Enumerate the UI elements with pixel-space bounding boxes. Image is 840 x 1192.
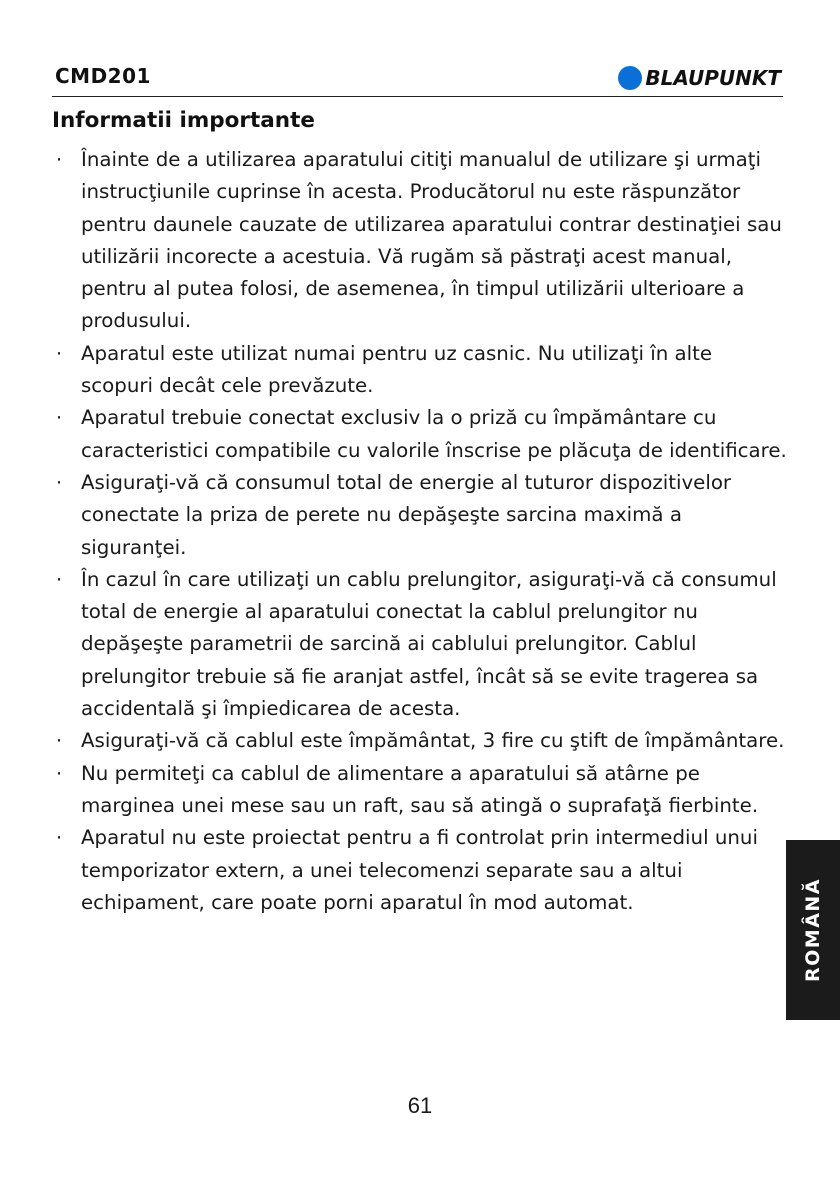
bullet-icon: · [56, 827, 63, 850]
list-item-text: Aparatul trebuie conectat exclusiv la o priză cu împământare cu caracteristici compatibile cu valorile înscrise pe plăcuţa de identificare. [81, 406, 787, 462]
list-item [52, 822, 788, 919]
bullet-icon: · [56, 471, 63, 494]
list-item [52, 758, 788, 823]
list-item [52, 467, 788, 564]
blaupunkt-dot-icon [618, 66, 642, 90]
language-tab-label: ROMÂNĂ [802, 878, 824, 982]
brand-logo [618, 65, 781, 91]
bullet-icon: · [56, 568, 63, 591]
list-item-text: Aparatul este utilizat numai pentru uz casnic. Nu utilizaţi în alte scopuri decât cele prevăzute. [81, 341, 713, 398]
brand-name: BLAUPUNKT [645, 66, 781, 90]
list-item-text: Aparatul nu este proiectat pentru a fi controlat prin intermediul unui temporizator extern, a unei telecomenzi separate sau a altui echipament, care poate porni aparatul în mod automat. [81, 826, 758, 914]
section-title: Informatii importante [52, 108, 315, 133]
list-item-text: În cazul în care utilizaţi un cablu prelungitor, asiguraţi-vă că consumul total de energie al aparatului conectat la cablul prelungitor nu depăşeşte parametrii de sarcină ai cablului prelungitor. Cablul prelungitor trebuie să fie aranjat astfel, încât să se evite tragerea sa accidentală şi împiedicarea de acesta. [81, 567, 777, 721]
list-item-text: Asiguraţi-vă că cablul este împământat, 3 fire cu ştift de împământare. [81, 729, 785, 753]
bullet-icon: · [56, 730, 63, 753]
list-item-text: Nu permiteţi ca cablul de alimentare a aparatului să atârne pe marginea unei mese sau un raft, sau să atingă o suprafaţă fierbinte. [81, 761, 759, 817]
model-name: CMD201 [55, 64, 151, 88]
list-item [52, 338, 788, 403]
bullet-icon: · [56, 149, 63, 171]
list-item [52, 725, 788, 757]
list-item [52, 402, 788, 467]
list-item [52, 144, 788, 338]
language-tab [786, 840, 840, 1020]
page-number: 61 [407, 1093, 433, 1118]
bullet-icon: · [56, 762, 63, 785]
list-item-text: Înainte de a utilizarea aparatului citiţi manualul de utilizare şi urmaţi instrucţiunile cuprinse în acesta. Producătorul nu este răspunzător pentru daunele cauzate de utilizarea aparatului contrar destinaţiei sau utilizării incorecte a acestuia. Vă rugăm să păstraţi acest manual, pentru al putea folosi, de asemenea, în timpul utilizării ulterioare a produsului. [81, 148, 782, 333]
bullet-icon: · [56, 407, 63, 430]
list-item [52, 564, 788, 725]
list-item-text: Asiguraţi-vă că consumul total de energie al tuturor dispozitivelor conectate la priza de perete nu depăşeşte sarcina maximă a siguranţei. [81, 470, 732, 559]
important-info-list [52, 144, 788, 919]
bullet-icon: · [56, 342, 63, 365]
page-header [52, 62, 783, 97]
